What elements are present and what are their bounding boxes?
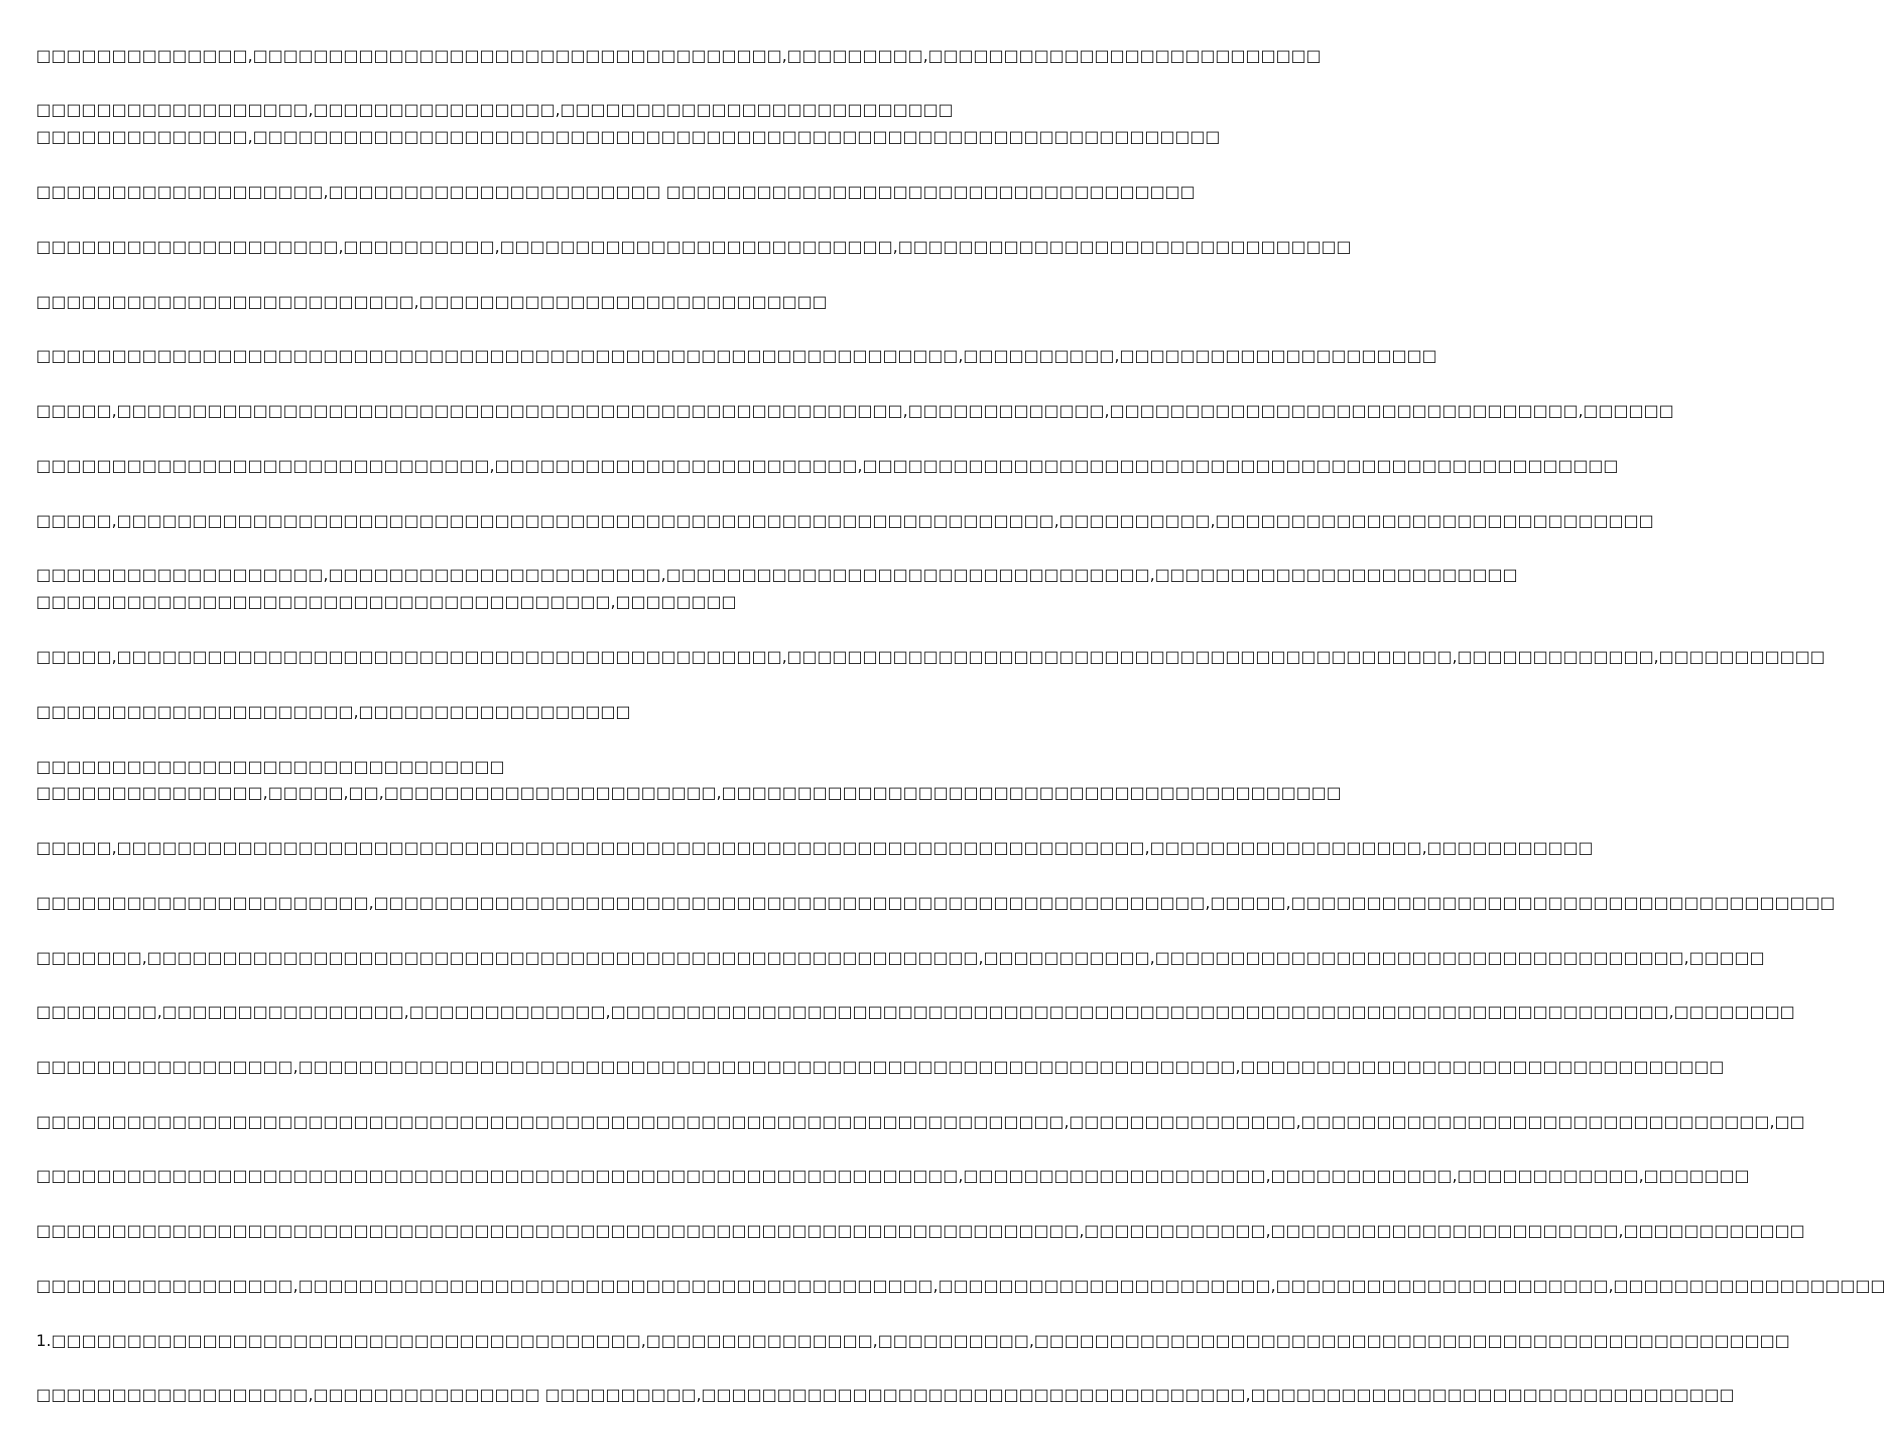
text-line: □□□□□□□□□□□□□□□□□□□,□□□□□□□□□□□□□□□□□□□□□□ □□□□□□□□□□□□□□□□□□□□□□□□□□□□□□□□□□□ bbox=[36, 182, 1196, 201]
text-line: □□□□□□□□□□□□□□□□□□□□,□□□□□□□□□□,□□□□□□□□□□□□□□□□□□□□□□□□□□,□□□□□□□□□□□□□□□□□□□□□□□□□□□□□□ bbox=[36, 237, 1352, 256]
text-line: □□□□□□□□□□□□□□□□□□,□□□□□□□□□□□□□□□ □□□□□□□□□□,□□□□□□□□□□□□□□□□□□□□□□□□□□□□□□□□□□□□,□□□□□□□□□□□□□□□□□□□□□□□□□□□□□□□□ bbox=[36, 1385, 1735, 1404]
text-line: □□□□□,□□□□□□□□□□□□□□□□□□□□□□□□□□□□□□□□□□□□□□□□□□□□□□□□□□□□□□□□□□□□□□,□□□□□□□□□□,□□□□□□□□□□□□□□□□□□□□□□□□□□□□□ bbox=[36, 511, 1654, 530]
text-line: □□□□□,□□□□□□□□□□□□□□□□□□□□□□□□□□□□□□□□□□□□□□□□□□□□□□□□□□□□,□□□□□□□□□□□□□,□□□□□□□□□□□□□□□□□□□□□□□□□□□□□□□,□□□□□□ bbox=[36, 401, 1674, 420]
text-line: □□□□□□□□,□□□□□□□□□□□□□□□□,□□□□□□□□□□□□□,□□□□□□□□□□□□□□□□□□□□□□□□□□□□□□□□□□□□□□□□□□□□□□□□□□□□□□□□□□□□□□□□□□□□□□,□□□□□□□□ bbox=[36, 1002, 1795, 1021]
text-line: □□□□□□□□□□□□□□□□□□□□□□□□□□□□□□□□□□□□□□□□□□□□□□□□□□□□□□□□□□□□□,□□□□□□□□□□□□□□□□□□□□,□□□□□□□□□□□□,□□□□□□□□□□□□,□□□□□□□ bbox=[36, 1166, 1750, 1185]
text-line: □□□□□,□□□□□□□□□□□□□□□□□□□□□□□□□□□□□□□□□□□□□□□□□□□□,□□□□□□□□□□□□□□□□□□□□□□□□□□□□□□□□□□□□□□□□□□□□,□□□□□□□□□□□□□,□□□□□□□□□□□ bbox=[36, 647, 1826, 666]
text-line: □□□□□□□□□□□□□□□□□□□□□□□□□□□□□□□□□□□□□□□□□□□□□□□□□□□□□□□□□□□□□□□□□□□□,□□□□□□□□□□□□□□□,□□□□□□□□□□□□□□□□□□□□□□□□□□□□□□□,□□ bbox=[36, 1112, 1805, 1131]
text-line: □□□□□□□□□□□□□□□□□□□□□□□□□,□□□□□□□□□□□□□□□□□□□□□□□□□□□ bbox=[36, 292, 828, 311]
text-line: 1.□□□□□□□□□□□□□□□□□□□□□□□□□□□□□□□□□□□□□□□,□□□□□□□□□□□□□□□,□□□□□□□□□□,□□□□□□□□□□□□□□□□□□□□□□□□□□□□□□□□□□□□□□□□□□□□□□□□□□ bbox=[36, 1331, 1790, 1350]
text-line: □□□□□□□□□□□□□□□,□□□□□,□□,□□□□□□□□□□□□□□□□□□□□□□,□□□□□□□□□□□□□□□□□□□□□□□□□□□□□□□□□□□□□□□□□ bbox=[36, 783, 1342, 802]
text-line: □□□□□□□□□□□□□□□□□,□□□□□□□□□□□□□□□□□□□□□□□□□□□□□□□□□□□□□□□□□□□□□□□□□□□□□□□□□□□□□□,□□□□□□□□□□□□□□□□□□□□□□□□□□□□□□□□ bbox=[36, 1057, 1725, 1076]
text-line: □□□□□□□□□□□□□□□□□□□□□,□□□□□□□□□□□□□□□□□□ bbox=[36, 702, 631, 721]
text-line: □□□□□□□□□□□□□□□□□□□□□□,□□□□□□□□□□□□□□□□□□□□□□□□□□□□□□□□□□□□□□□□□□□□□□□□□□□□□□□,□□□□□,□□□□□□□□□□□□□□□□□□□□□□□□□□□□□□□□□□□□ bbox=[36, 893, 1836, 912]
text-line: □□□□□□□□□□□□□□□□□□□□□□□□□□□□□□□□□□□□□□□□□□□□□□□□□□□□□□□□□□□□□,□□□□□□□□□□,□□□□□□□□□□□□□□□□□□□□□ bbox=[36, 346, 1437, 365]
text-line: □□□□□□□□□□□□□□,□□□□□□□□□□□□□□□□□□□□□□□□□□□□□□□□□□□,□□□□□□□□□,□□□□□□□□□□□□□□□□□□□□□□□□□□ bbox=[36, 46, 1322, 65]
text-line: □□□□□□□□□□□□□□,□□□□□□□□□□□□□□□□□□□□□□□□□□□□□□□□□□□□□□□□□□□□□□□□□□□□□□□□□□□□□□□□ bbox=[36, 127, 1221, 146]
text-line: □□□□□,□□□□□□□□□□□□□□□□□□□□□□□□□□□□□□□□□□□□□□□□□□□□□□□□□□□□□□□□□□□□□□□□□□□□,□□□□□□□□□□□□□□□□□□,□□□□□□□□□□□ bbox=[36, 838, 1594, 857]
text-line: □□□□□□□□□□□□□□□□□,□□□□□□□□□□□□□□□□□□□□□□□□□□□□□□□□□□□□□□□□□□,□□□□□□□□□□□□□□□□□□□□□□,□□□□□□□□□□□□□□□□□□□□□□,□□□□□□□□□□□□□□□□□□ bbox=[36, 1276, 1886, 1295]
text-line: □□□□□□□□□□□□□□□□□□□□□□□□□□□□□□,□□□□□□□□□□□□□□□□□□□□□□□□,□□□□□□□□□□□□□□□□□□□□□□□□□□□□□□□□□□□□□□□□□□□□□□□□□□ bbox=[36, 456, 1619, 475]
text-line: □□□□□□□□□□□□□□□□□□□□□□□□□□□□□□□□□□□□□□,□□□□□□□□ bbox=[36, 592, 737, 611]
document-page bbox=[36, 0, 1886, 1449]
text-line: □□□□□□□,□□□□□□□□□□□□□□□□□□□□□□□□□□□□□□□□□□□□□□□□□□□□□□□□□□□□□□□,□□□□□□□□□□□,□□□□□□□□□□□□□□□□□□□□□□□□□□□□□□□□□□□,□□□□□ bbox=[36, 948, 1765, 967]
text-line: □□□□□□□□□□□□□□□□□□□,□□□□□□□□□□□□□□□□□□□□□□,□□□□□□□□□□□□□□□□□□□□□□□□□□□□□□□□,□□□□□□□□□□□□□□□□□□□□□□□□ bbox=[36, 565, 1518, 584]
text-line: □□□□□□□□□□□□□□□□□□□□□□□□□□□□□□□□□□□□□□□□□□□□□□□□□□□□□□□□□□□□□□□□□□□□□,□□□□□□□□□□□□,□□□□□□□□□□□□□□□□□□□□□□□,□□□□□□□□□□□□ bbox=[36, 1221, 1805, 1240]
text-line: □□□□□□□□□□□□□□□□□□,□□□□□□□□□□□□□□□□,□□□□□□□□□□□□□□□□□□□□□□□□□□ bbox=[36, 100, 954, 119]
text-line: □□□□□□□□□□□□□□□□□□□□□□□□□□□□□□□ bbox=[36, 757, 505, 776]
